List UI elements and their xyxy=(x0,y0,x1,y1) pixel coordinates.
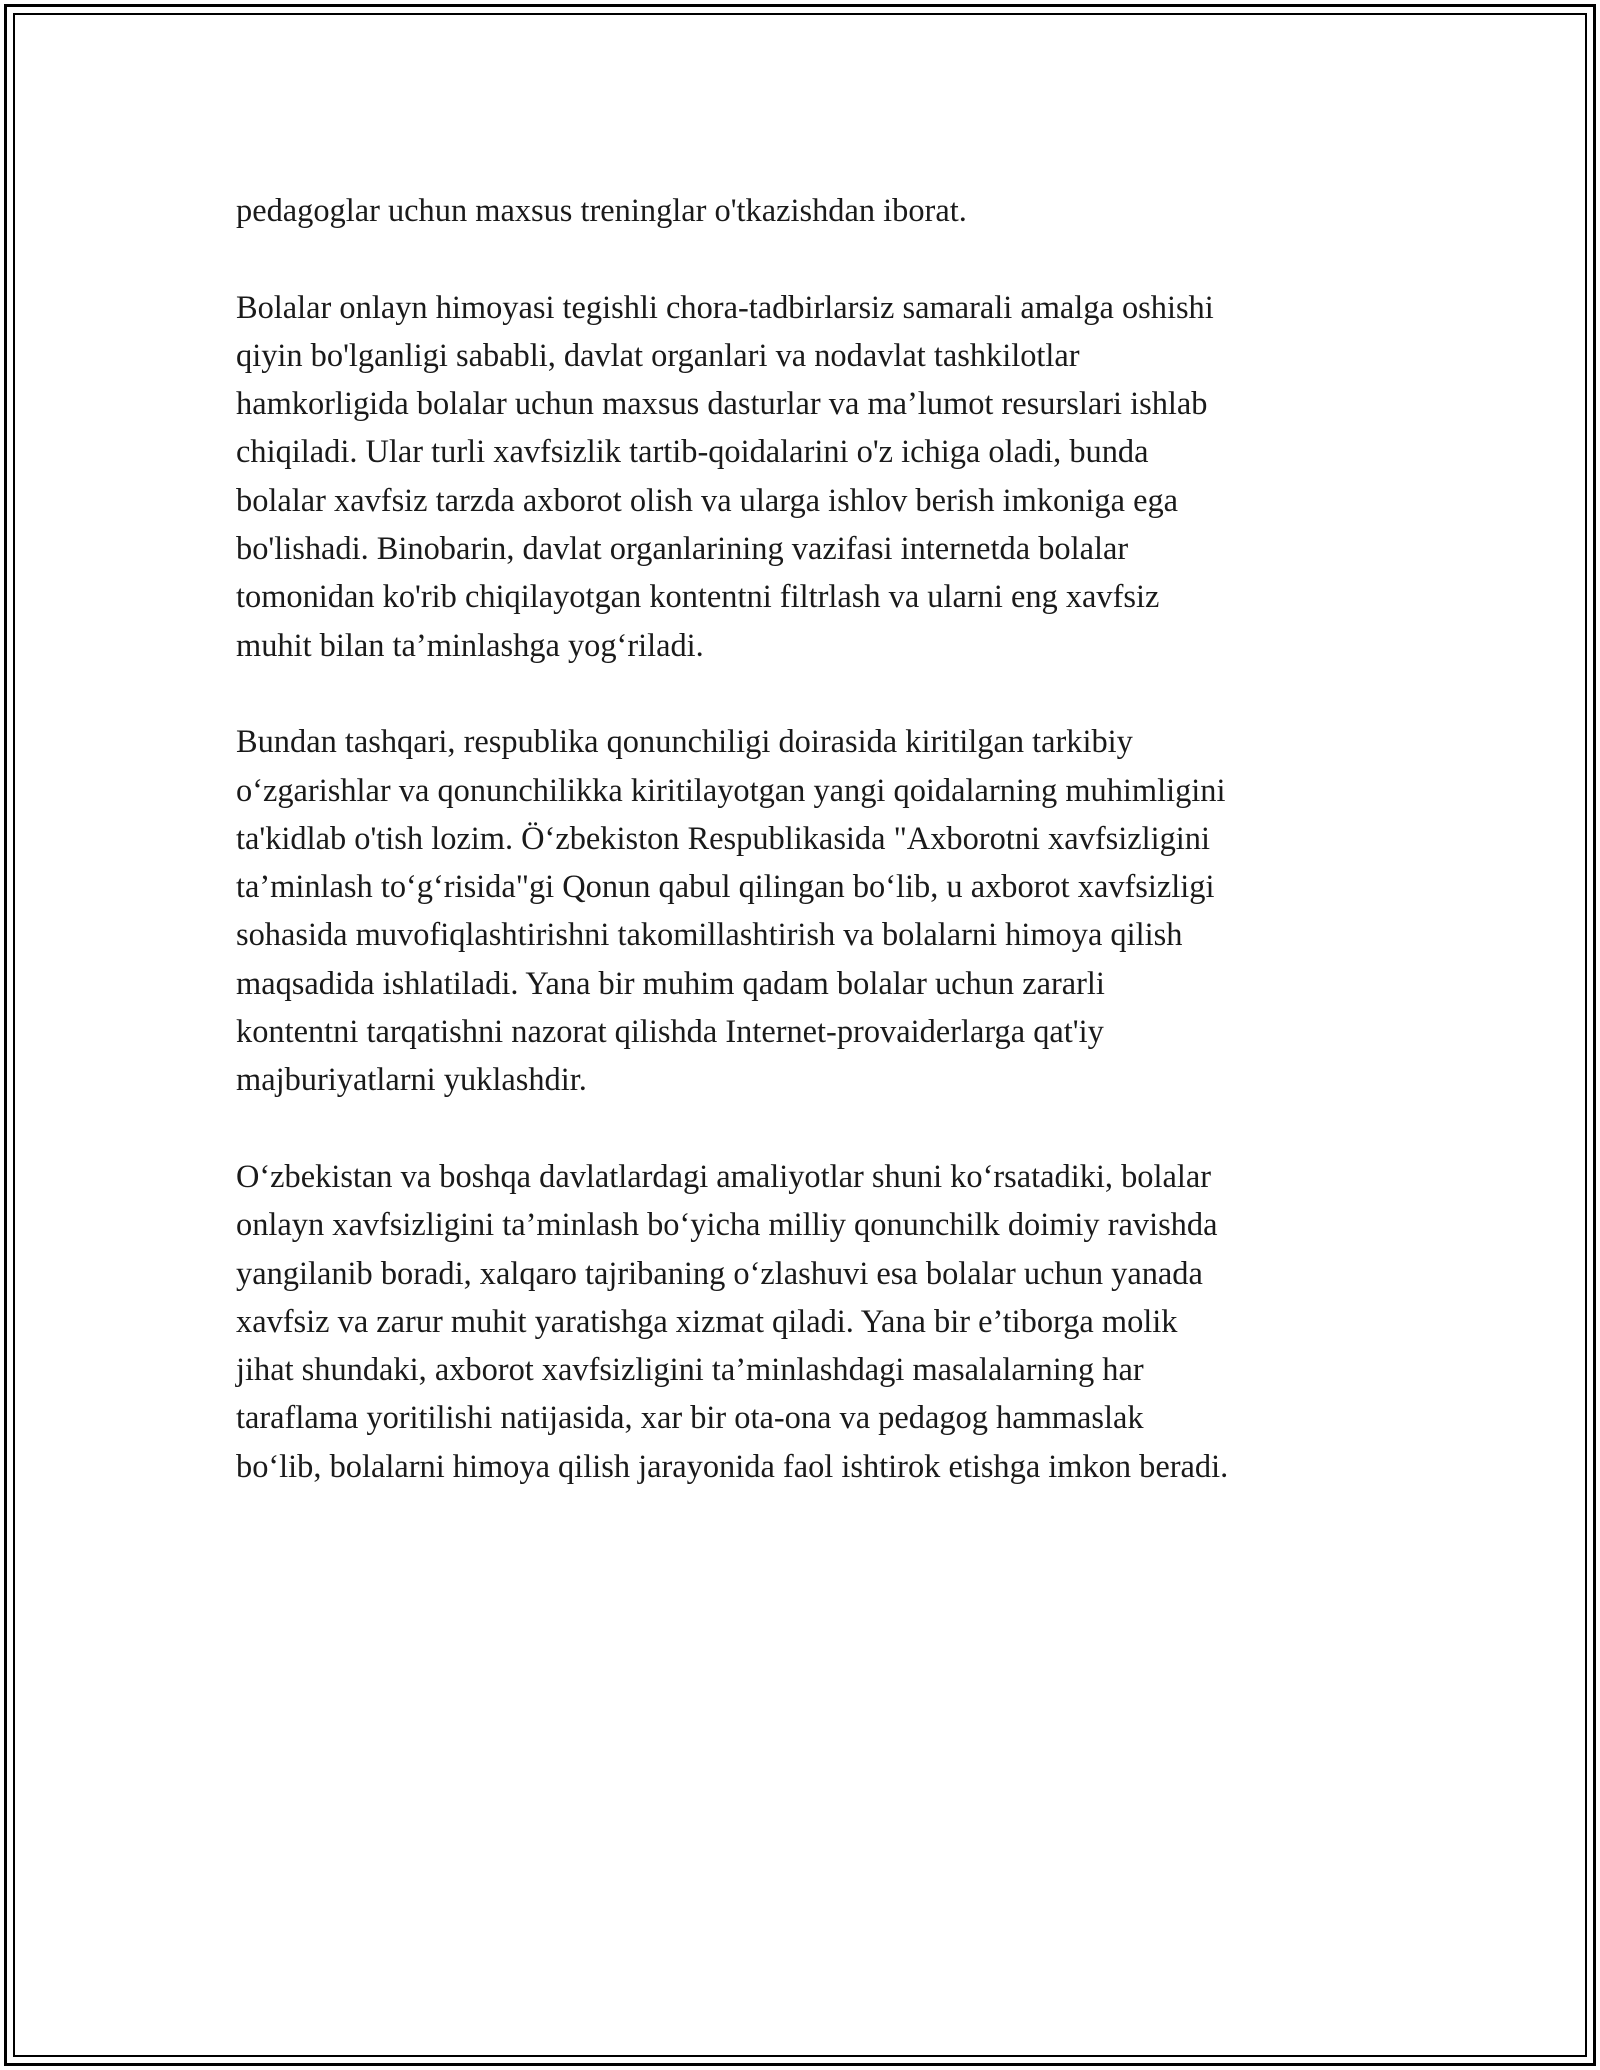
text-line: taraflama yoritilishi natijasida, xar bir ota-ona va pedagog hammaslak xyxy=(236,1400,1144,1437)
text-line: maqsadida ishlatiladi. Yana bir muhim qadam bolalar uchun zararli xyxy=(236,965,1105,1002)
text-line: chiqiladi. Ular turli xavfsizlik tartib-qoidalarini o'z ichiga oladi, bunda xyxy=(236,434,1149,471)
text-line: xavfsiz va zarur muhit yaratishga xizmat qiladi. Yana bir e’tiborga molik xyxy=(236,1303,1178,1340)
text-line: tomonidan ko'rib chiqilayotgan kontentni filtrlash va ularni eng xavfsiz xyxy=(236,579,1160,616)
text-line: bolalar xavfsiz tarzda axborot olish va ularga ishlov berish imkoniga ega xyxy=(236,482,1179,519)
text-line: bo‘lib, bolalarni himoya qilish jarayonida faol ishtirok etishga imkon beradi. xyxy=(236,1448,1229,1485)
text-line: bo'lishadi. Binobarin, davlat organlarining vazifasi internetda bolalar xyxy=(236,531,1129,568)
text-line: o‘zgarishlar va qonunchilikka kiritilayotgan yangi qoidalarning muhimligini xyxy=(236,772,1226,809)
paragraph-1 xyxy=(236,187,1416,235)
text-line: muhit bilan ta’minlashga yog‘riladi. xyxy=(236,627,704,664)
paragraph-3 xyxy=(236,718,1416,1104)
text-line: sohasida muvofiqlashtirishni takomillashtirish va bolalarni himoya qilish xyxy=(236,917,1183,954)
text-line: Bundan tashqari, respublika qonunchiligi doirasida kiritilgan tarkibiy xyxy=(236,724,1133,761)
text-line: onlayn xavfsizligini ta’minlash bo‘yicha milliy qonunchilk doimiy ravishda xyxy=(236,1207,1218,1244)
text-line: O‘zbekistan va boshqa davlatlardagi amaliyotlar shuni ko‘rsatadiki, bolalar xyxy=(236,1158,1212,1195)
text-line: ta'kidlab o'tish lozim. Ö‘zbekiston Respublikasida "Axborotni xavfsizligini xyxy=(236,820,1210,857)
paragraph-2 xyxy=(236,284,1416,670)
text-line: hamkorligida bolalar uchun maxsus dasturlar va ma’lumot resurslari ishlab xyxy=(236,386,1208,423)
text-line: jihat shundaki, axborot xavfsizligini ta’minlashdagi masalalarning har xyxy=(236,1352,1144,1389)
paragraph-4 xyxy=(236,1153,1416,1491)
text-line: ta’minlash to‘g‘risida"gi Qonun qabul qilingan bo‘lib, u axborot xavfsizligi xyxy=(236,869,1215,906)
text-line: kontentni tarqatishni nazorat qilishda Internet-provaiderlarga qat'iy xyxy=(236,1014,1104,1051)
text-line: pedagoglar uchun maxsus treninglar o'tkazishdan iborat. xyxy=(236,193,967,229)
text-line: Bolalar onlayn himoyasi tegishli chora-tadbirlarsiz samarali amalga oshishi xyxy=(236,289,1214,326)
text-line: majburiyatlarni yuklashdir. xyxy=(236,1062,587,1099)
document-body xyxy=(236,187,1416,1491)
text-line: yangilanib boradi, xalqaro tajribaning o‘zlashuvi esa bolalar uchun yanada xyxy=(236,1255,1203,1292)
paragraph-gap xyxy=(236,235,1416,283)
paragraph-gap xyxy=(236,670,1416,718)
paragraph-gap xyxy=(236,1105,1416,1153)
text-line: qiyin bo'lganligi sababli, davlat organlari va nodavlat tashkilotlar xyxy=(236,337,1080,374)
